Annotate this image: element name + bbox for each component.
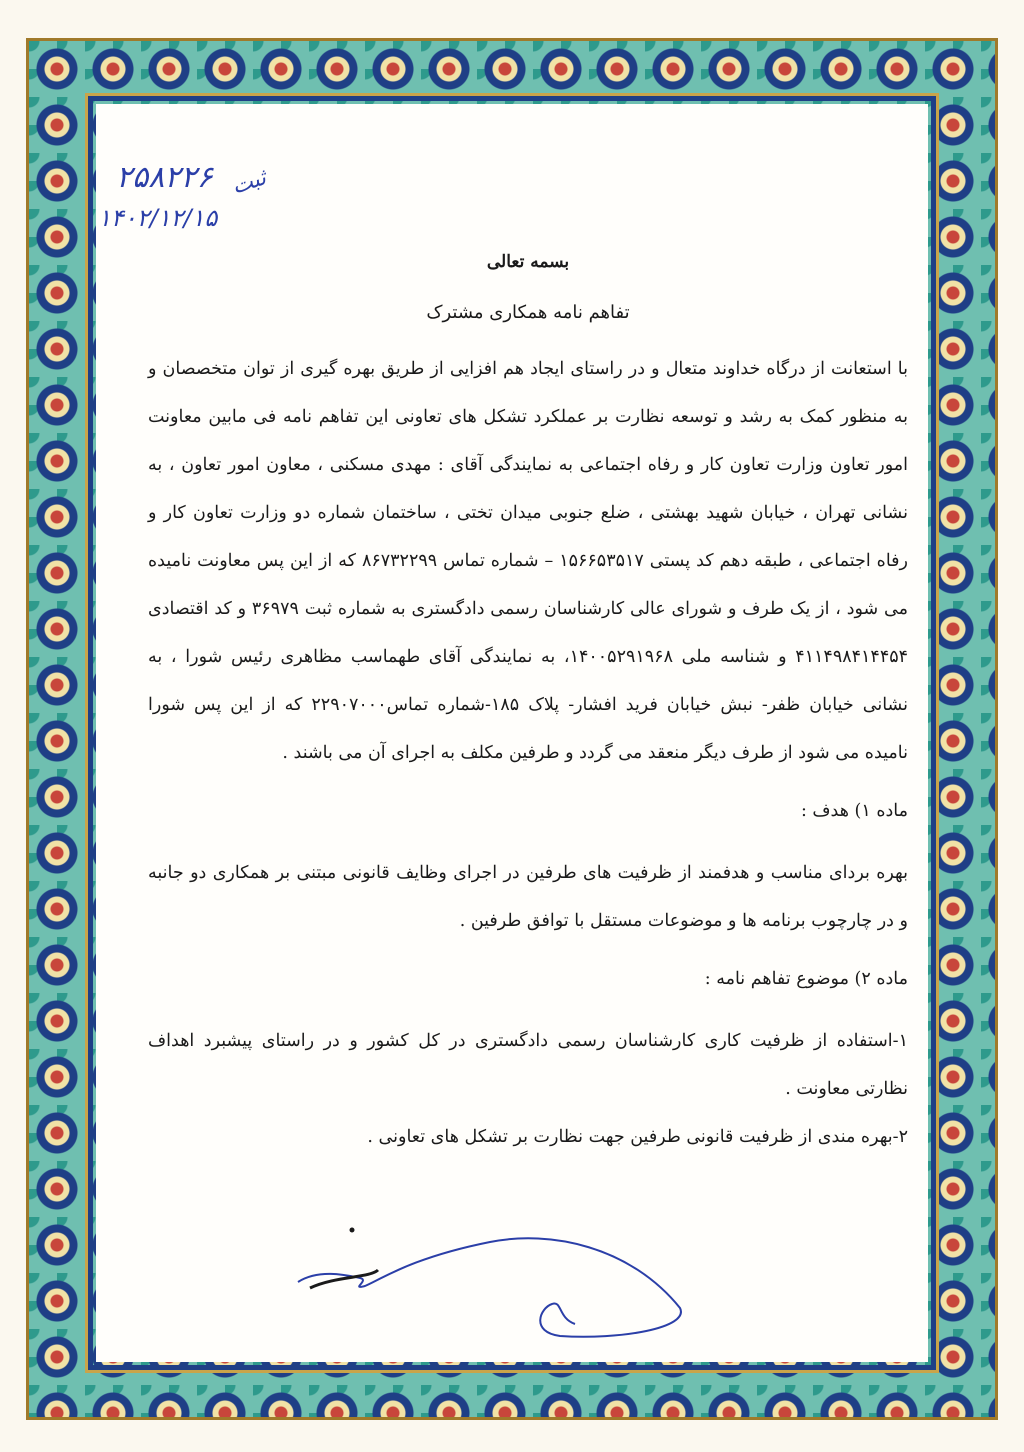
article-2-item-1: ۱-استفاده از ظرفیت کاری کارشناسان رسمی دادگستری در کل کشور و در راستای پیشبرد اهداف نظارتی معاونت . <box>148 1031 908 1099</box>
signature-stroke-1 <box>298 1238 681 1336</box>
article-2-item-2: ۲-بهره مندی از ظرفیت قانونی طرفین جهت نظارت بر تشکل های تعاونی . <box>367 1127 908 1147</box>
intro-paragraph: با استعانت از درگاه خداوند متعال و در راستای ایجاد هم افزایی از طریق بهره گیری از توان متخصصان و به منظور کمک به رشد و توسعه نظارت بر عملکرد تشکل های تعاونی این تفاهم نامه فی مابین معاونت امور تعاون وزارت تعاون کار و رفاه اجتماعی به نمایندگی آقای : مهدی مسکنی ، معاون امور تعاون ، به نشانی تهران ، خیابان شهید بهشتی ، ضلع جنوبی میدان تختی ، ساختمان شماره دو وزارت تعاون کار و رفاه اجتماعی ، طبقه دهم کد پستی ۱۵۶۶۵۳۵۱۷ – شماره تماس ۸۶۷۳۲۲۹۹ که از این پس معاونت نامیده می شود ، از یک طرف و شورای عالی کارشناسان رسمی دادگستری به شماره ثبت ۳۶۹۷۹ و کد اقتصادی ۴۱۱۴۹۸۴۱۴۴۵۴ و شناسه ملی ۱۴۰۰۵۲۹۱۹۶۸، به نمایندگی آقای طهماسب مظاهری رئیس شورا ، به نشانی خیابان ظفر- نبش خیابان فرید افشار- پلاک ۱۸۵-شماره تماس۲۲۹۰۷۰۰۰ که از این پس شورا نامیده می شود از طرف دیگر منعقد می گردد و طرفین مکلف به اجرای آن می باشند . <box>148 359 909 763</box>
document-title: تفاهم نامه همکاری مشترک <box>426 302 630 323</box>
document-body <box>148 240 908 1161</box>
registration-date: ۱۴۰۲/۱۲/۱۵ <box>98 204 218 232</box>
registration-number: ۲۵۸۲۲۶ <box>116 160 213 195</box>
signature <box>290 1218 690 1348</box>
invocation: بسمه تعالی <box>486 252 570 272</box>
article-1-body: بهره بردای مناسب و هدفمند از ظرفیت های طرفین در اجرای وظایف قانونی مبتنی بر همکاری دو جانبه و در چارچوب برنامه ها و موضوعات مستقل با توافق طرفین . <box>148 863 908 931</box>
registration-note: ثبت <box>228 165 270 200</box>
article-1-heading: ماده ۱) هدف : <box>800 801 908 821</box>
article-2-heading: ماده ۲) موضوع تفاهم نامه : <box>704 969 908 989</box>
signature-dot <box>350 1228 355 1233</box>
